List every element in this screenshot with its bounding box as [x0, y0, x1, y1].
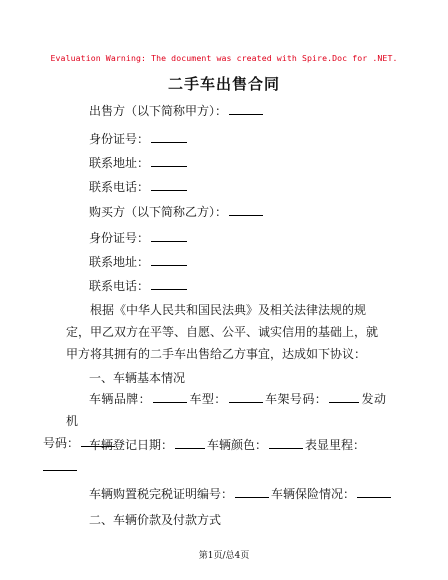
intro-paragraph: 根据《中华人民共和国民法典》及相关法律法规的规定，甲乙双方在平等、自愿、公平、诚实信用的基础上，就甲方将其拥有的二手车出售给乙方事宜，达成如下协议： — [66, 303, 379, 361]
frame-label: 车架号码： — [264, 392, 328, 406]
brand-blank — [153, 390, 187, 403]
buyer-id-line — [89, 229, 189, 245]
buyer-line — [89, 203, 265, 219]
insurance-label: 车辆保险情况： — [271, 487, 356, 501]
reg-date-label: 车辆登记日期： — [89, 438, 174, 452]
tax-blank — [235, 485, 269, 498]
frame-blank — [329, 390, 359, 403]
tax-label: 车辆购置税完税证明编号： — [89, 487, 234, 501]
buyer-address-label: 联系地址： — [89, 255, 150, 269]
engine-label-a: 发动机 — [66, 392, 386, 428]
vehicle-info-row-3 — [89, 485, 393, 501]
insurance-blank — [357, 485, 391, 498]
buyer-name-blank — [229, 203, 263, 216]
seller-id-blank — [151, 130, 187, 143]
document-title: 二手车出售合同 — [167, 75, 280, 93]
engine-label-b: 号码： — [43, 436, 80, 450]
seller-address-blank — [151, 154, 187, 167]
seller-address-line — [89, 154, 189, 170]
mileage-blank — [43, 458, 77, 471]
seller-line — [89, 102, 265, 118]
buyer-phone-line — [89, 277, 189, 293]
model-label: 车型： — [189, 392, 227, 406]
reg-date-blank — [175, 436, 205, 449]
buyer-phone-blank — [151, 277, 187, 290]
buyer-address-line — [89, 253, 189, 269]
seller-name-blank — [229, 102, 263, 115]
buyer-phone-label: 联系电话： — [89, 279, 150, 293]
seller-id-label: 身份证号： — [89, 132, 150, 146]
buyer-id-blank — [151, 229, 187, 242]
seller-phone-blank — [151, 178, 187, 191]
buyer-id-label: 身份证号： — [89, 231, 150, 245]
mileage-label: 表显里程： — [305, 438, 366, 452]
seller-phone-line — [89, 178, 189, 194]
page-footer: 第1页/总4页 — [198, 551, 250, 561]
buyer-address-blank — [151, 253, 187, 266]
evaluation-warning: Evaluation Warning: The document was created with Spire.Doc for .NET. — [50, 53, 398, 63]
color-blank — [269, 436, 303, 449]
buyer-label: 购买方（以下简称乙方）： — [89, 205, 228, 219]
brand-label: 车辆品牌： — [89, 392, 152, 406]
seller-address-label: 联系地址： — [89, 156, 150, 170]
seller-label: 出售方（以下简称甲方）： — [89, 104, 228, 118]
section1-heading: 一、车辆基本情况 — [89, 371, 186, 385]
vehicle-info-row-2 — [66, 434, 386, 478]
model-blank — [229, 390, 263, 403]
color-label: 车辆颜色： — [207, 438, 268, 452]
seller-phone-label: 联系电话： — [89, 180, 150, 194]
section2-heading: 二、车辆价款及付款方式 — [89, 513, 222, 527]
seller-id-line — [89, 130, 189, 146]
